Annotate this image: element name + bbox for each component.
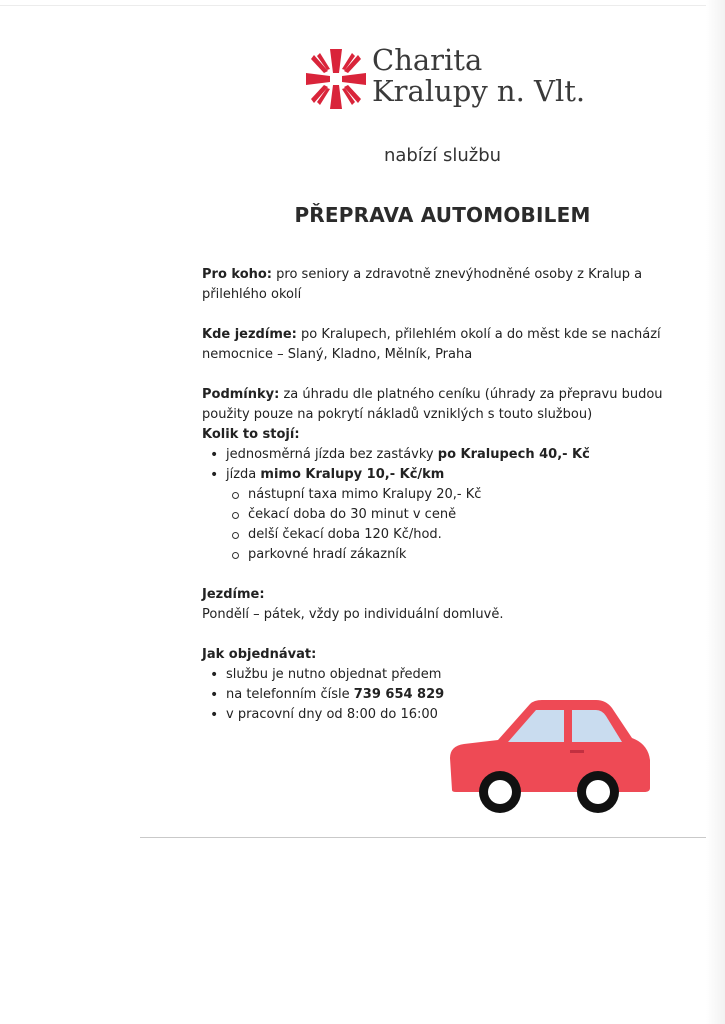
kde-label: Kde jezdíme: (202, 327, 297, 342)
podminky-text: za úhradu dle platného ceníku (úhrady za přepravu budou použity pouze na pokrytí nákladů vzniklých s touto službou) (202, 387, 663, 422)
document-body (202, 265, 682, 725)
charita-logo (306, 45, 586, 111)
section-podminky (202, 385, 682, 425)
kde-text: po Kralupech, přilehlém okolí a do měst kde se nachází nemocnice – Slaný, Kladno, Mělník, Praha (202, 327, 661, 362)
kolik-label: Kolik to stojí: (202, 427, 300, 442)
page-title: PŘEPRAVA AUTOMOBILEM (294, 203, 591, 227)
price-item-local (226, 445, 682, 465)
logo-line-2: Kralupy n. Vlt. (372, 74, 586, 108)
price-item-outside (226, 465, 682, 565)
logo-text (372, 45, 585, 107)
order-item: • v pracovní dny od 8:00 do 16:00 (226, 705, 682, 725)
price-item-outside-bold: mimo Kralupy 10,- Kč/km (260, 467, 445, 482)
phone-number: 739 654 829 (353, 687, 445, 702)
subtitle: nabízí službu (383, 145, 502, 166)
section-pro-koho (202, 265, 682, 305)
section-objednavat (202, 645, 682, 665)
pro-koho-label: Pro koho: (202, 267, 273, 282)
price-list (202, 445, 682, 565)
order-phone-text: na telefonním čísle (226, 687, 354, 702)
pro-koho-text: pro seniory a zdravotně znevýhodněné osoby z Kralup a přilehlého okolí (202, 267, 643, 302)
section-kde-jezdime (202, 325, 682, 365)
price-subitem: nástupní taxa mimo Kralupy 20,- Kč (248, 485, 682, 505)
page-bottom-edge (140, 837, 725, 838)
price-item-local-text: jednosměrná jízda bez zastávky (226, 447, 438, 462)
price-subitem: delší čekací doba 120 Kč/hod. (248, 525, 682, 545)
jezdime-text: Pondělí – pátek, vždy po individuální domluvě. (202, 607, 504, 622)
order-item: • službu je nutno objednat předem (226, 665, 682, 685)
section-jezdime (202, 585, 682, 605)
charita-cross-icon (306, 49, 366, 109)
red-car-icon (446, 698, 652, 818)
page-right-shadow (706, 0, 725, 1024)
section-kolik (202, 425, 682, 445)
price-subitem: čekací doba do 30 minut v ceně (248, 505, 682, 525)
price-item-outside-text: jízda (226, 467, 261, 482)
logo-line-1: Charita (372, 43, 483, 77)
objednavat-label: Jak objednávat: (202, 647, 317, 662)
jezdime-label: Jezdíme: (202, 587, 265, 602)
page-top-edge (0, 5, 725, 6)
price-sublist (226, 485, 682, 565)
price-item-local-bold: po Kralupech 40,- Kč (437, 447, 590, 462)
price-subitem: parkovné hradí zákazník (248, 545, 682, 565)
podminky-label: Podmínky: (202, 387, 280, 402)
